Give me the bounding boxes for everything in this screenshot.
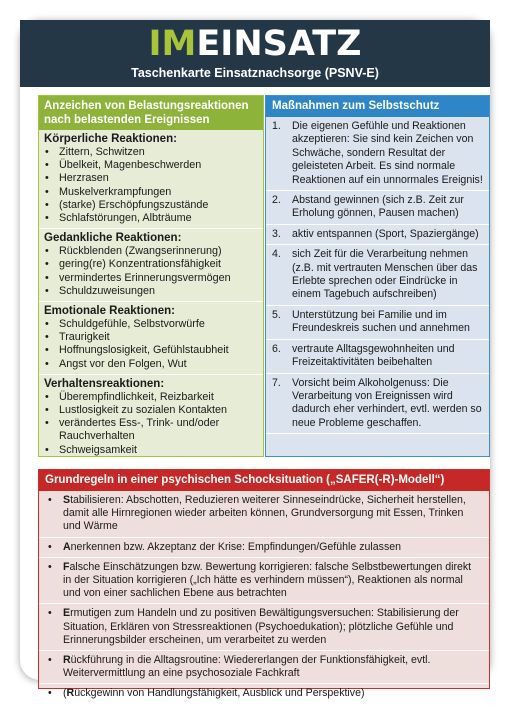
rule-prefix: (: [63, 687, 67, 700]
reaction-item: • Schuldzuweisungen: [59, 285, 263, 298]
step-number: 6.: [272, 342, 281, 355]
step-text: Vorsicht beim Alkoholgenuss: Die Verarbeitung von Ereignissen wird dadurch eher verhindert, evtl. werden so neue Probleme geschaffen.: [292, 376, 482, 429]
reaction-section: [39, 229, 263, 302]
safer-model-rules: [39, 491, 489, 705]
self-protection-step: [266, 117, 489, 191]
reaction-item: • (starke) Erschöpfungszustände: [59, 199, 263, 212]
self-protection-steps: [266, 117, 489, 434]
reaction-item: • verändertes Ess-, Trink- und/oder Rauchverhalten: [59, 417, 263, 443]
safer-rule: [39, 538, 489, 558]
reaction-item: • gering(re) Konzentrationsfähigkeit: [59, 258, 263, 271]
rule-text: ückgewinn von Handlungsfähigkeit, Ausblick und Perspektive): [74, 687, 365, 700]
bullet-icon: •: [48, 560, 52, 573]
rule-text: tabilisieren: Abschotten, Reduzieren weiterer Sinneseindrücke, Sicherheit herstellen, damit alle Hirnregionen wieder arbeiten können, Grundversorgung mit Essen, Trinken und Wärme: [63, 494, 466, 533]
reaction-section-title: Verhaltensreaktionen:: [44, 377, 165, 390]
self-protection-step: [266, 191, 489, 225]
rule-letter: A: [63, 540, 71, 553]
step-text: vertraute Alltagsgewohnheiten und Freizeitaktivitäten beibehalten: [292, 342, 455, 369]
reaction-item: • Schuldgefühle, Selbstvorwürfe: [59, 318, 263, 331]
self-protection-title: Maßnahmen zum Selbstschutz: [266, 96, 489, 117]
stress-reactions-panel: [38, 95, 264, 457]
safer-rule: [39, 651, 489, 684]
reaction-item: • Traurigkeit: [59, 331, 263, 344]
stress-reactions-sections: [39, 130, 263, 461]
step-text: sich Zeit für die Verarbeitung nehmen (z.B. mit vertrauten Menschen über das Erlebte sprechen oder Eindrücke in einem Tagebuch aufschreiben): [292, 248, 478, 301]
reaction-item: • vermindertes Erinnerungsvermögen: [59, 272, 263, 285]
reaction-item: • Rückblenden (Zwangserinnerung): [59, 245, 263, 258]
rule-letter: R: [66, 687, 75, 700]
bullet-icon: •: [48, 687, 52, 700]
reaction-list: [39, 146, 263, 225]
rule-text: ückführung in die Alltagsroutine: Wiedererlangen der Funktionsfähigkeit, evtl. Weitervermittlung an eine psychosoziale Fachkraft: [63, 654, 431, 680]
pocket-card: [20, 20, 490, 700]
reaction-section-title: Gedankliche Reaktionen:: [44, 232, 182, 245]
reaction-section-title: Emotionale Reaktionen:: [44, 305, 175, 318]
safer-rule: [39, 491, 489, 538]
safer-rule: [39, 684, 489, 704]
rule-text: rmutigen zum Handeln und zu positiven Bewältigungsversuchen: Stabilisierung der Situation, Erklären von Stressreaktionen (Psychoedukation); plötzliche Gefühle und Erinnerungsbilder erscheinen, um verarbeitet zu werden: [63, 607, 459, 646]
reaction-item: • Angst vor den Folgen, Wut: [59, 358, 263, 371]
step-number: 5.: [272, 308, 281, 321]
stress-reactions-title: Anzeichen von Belastungsreaktionen nach belastenden Ereignissen: [39, 96, 263, 130]
step-number: 3.: [272, 227, 281, 240]
self-protection-panel: [265, 95, 490, 457]
reaction-item: • Herzrasen: [59, 172, 263, 185]
step-text: Unterstützung bei Familie und im Freundeskreis suchen und annehmen: [292, 308, 470, 335]
card-header: [20, 20, 490, 87]
safer-rule: [39, 604, 489, 651]
step-number: 2.: [272, 194, 281, 207]
step-text: aktiv entspannen (Sport, Spaziergänge): [292, 227, 479, 240]
reaction-item: • Hoffnungslosigkeit, Gefühlstaubheit: [59, 344, 263, 357]
reaction-item: • Lustlosigkeit zu sozialen Kontakten: [59, 404, 263, 417]
reaction-item: • Schweigsamkeit: [59, 444, 263, 457]
reaction-item: • Übelkeit, Magenbeschwerden: [59, 159, 263, 172]
self-protection-step: [266, 374, 489, 435]
step-number: 7.: [272, 376, 281, 389]
bullet-icon: •: [48, 607, 52, 620]
reaction-section: [39, 130, 263, 229]
bullet-icon: •: [48, 494, 52, 506]
reaction-list: [39, 245, 263, 298]
step-text: Abstand gewinnen (sich z.B. Zeit zur Erholung gönnen, Pausen machen): [292, 194, 464, 220]
logo: [20, 24, 490, 64]
reaction-item: • Muskelverkrampfungen: [59, 186, 263, 199]
card-subtitle: Taschenkarte Einsatznachsorge (PSNV-E): [131, 66, 379, 80]
logo-im: IM: [148, 24, 197, 64]
rule-text: alsche Einschätzungen bzw. Bewertung korrigieren: falsche Selbstbewertungen direkt in der Situation korrigieren („Ich hätte es verhindern müssen“), Reaktionen als normal und von einer sachlichen Ebene aus betrachten: [63, 560, 472, 600]
reaction-section-title: Körperliche Reaktionen:: [44, 133, 177, 145]
self-protection-step: [266, 245, 489, 306]
reaction-list: [39, 318, 263, 371]
bullet-icon: •: [48, 540, 52, 553]
rule-text: nerkennen bzw. Akzeptanz der Krise: Empfindungen/Gefühle zulassen: [70, 540, 402, 553]
rule-letter: E: [63, 607, 71, 620]
reaction-section: [39, 302, 263, 375]
safer-rule: [39, 558, 489, 605]
self-protection-step: [266, 340, 489, 374]
safer-model-panel: [38, 469, 490, 700]
reaction-item: • Schlafstörungen, Albträume: [59, 212, 263, 225]
bullet-icon: •: [48, 654, 52, 667]
rule-letter: F: [63, 560, 70, 573]
self-protection-step: [266, 225, 489, 245]
reaction-list: [39, 391, 263, 457]
step-number: 4.: [272, 248, 281, 261]
rule-letter: R: [63, 654, 71, 667]
reaction-item: • Zittern, Schwitzen: [59, 146, 263, 159]
reaction-item: • Überempfindlichkeit, Reizbarkeit: [59, 391, 263, 404]
step-text: Die eigenen Gefühle und Reaktionen akzeptieren: Sie sind kein Zeichen von Schwäche, sondern Resultat der geleisteten Arbeit. Es sind normale Reaktionen auf ein unnormales Ereignis!: [292, 120, 483, 186]
safer-model-title: Grundregeln in einer psychischen Schocksituation („SAFER(-R)-Modell“): [39, 470, 489, 491]
self-protection-step: [266, 306, 489, 340]
rule-letter: S: [63, 494, 71, 506]
reaction-section: [39, 375, 263, 461]
step-number: 1.: [272, 120, 281, 132]
logo-einsatz: EINSATZ: [196, 24, 362, 64]
